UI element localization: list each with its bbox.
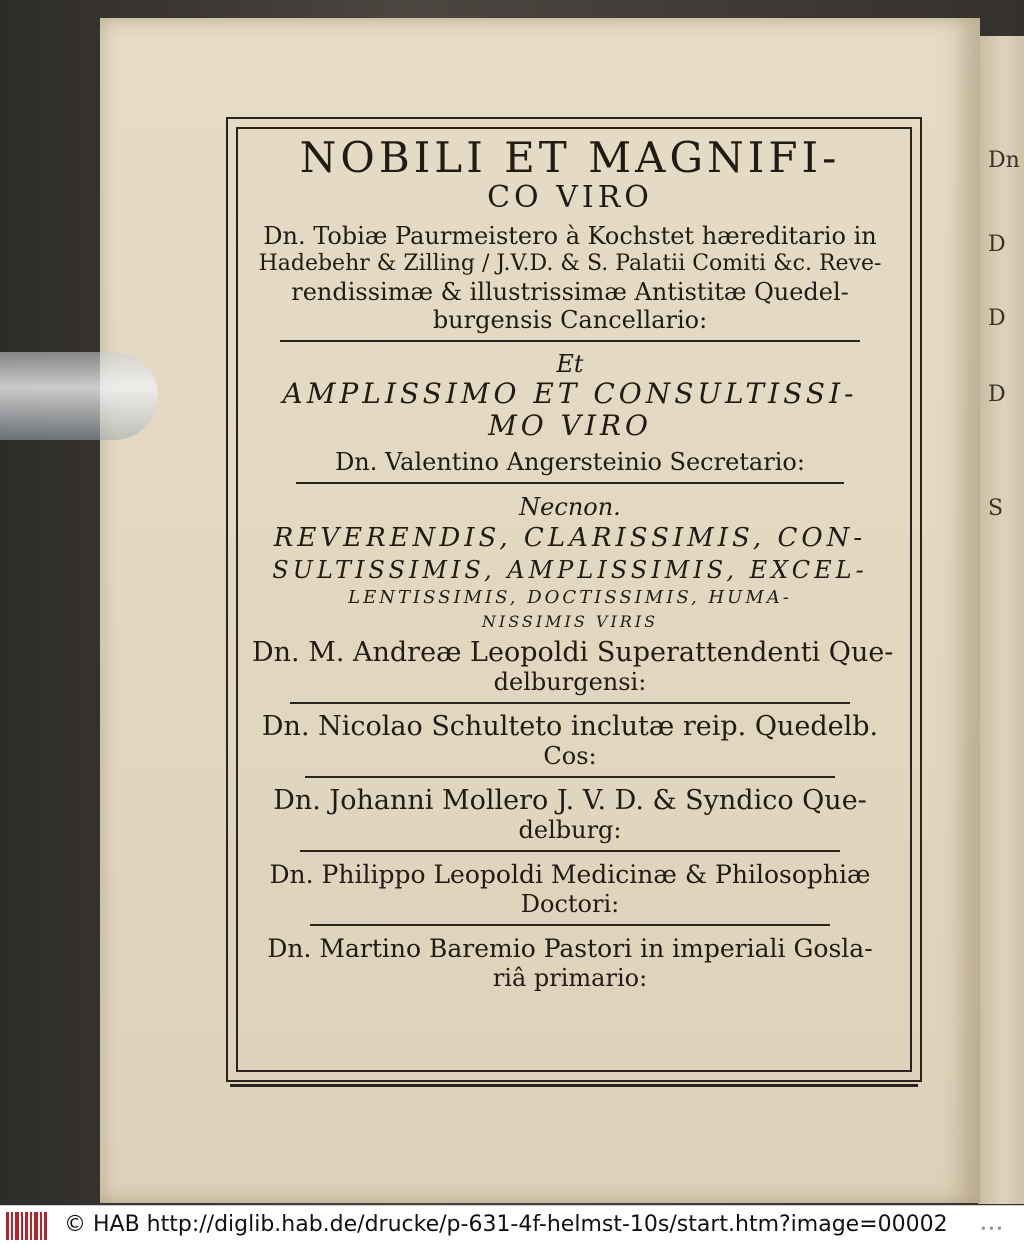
more-icon[interactable]: ••• <box>979 1222 1004 1236</box>
entry-line: Dn. M. Andreæ Leopoldi Superattendenti Que- <box>252 637 894 668</box>
et-heading: Et <box>556 350 584 378</box>
facing-page <box>978 36 1024 1204</box>
facing-letter: D <box>988 232 1006 257</box>
reverendis-line: LENTISSIMIS, DOCTISSIMIS, HUMA- <box>348 587 792 608</box>
facing-letter: D <box>988 382 1006 407</box>
border-underline <box>230 1084 918 1087</box>
dedicatee-line: burgensis Cancellario: <box>432 306 708 334</box>
entry-line: Dn. Johanni Mollero J. V. D. & Syndico Que- <box>273 785 867 816</box>
dedicatee-line: Dn. Tobiæ Paurmeistero à Kochstet hæreditario in <box>263 222 877 250</box>
facing-letter: Dn <box>988 148 1020 173</box>
divider-rule <box>305 776 835 778</box>
divider-rule <box>296 482 844 484</box>
dedication-text <box>252 133 894 992</box>
amplissimo-line: AMPLISSIMO ET CONSULTISSI- <box>282 377 858 410</box>
entry-line: riâ primario: <box>492 964 648 992</box>
divider-rule <box>310 924 830 926</box>
status-bar <box>0 1205 1024 1245</box>
entry-line: Dn. Martino Baremio Pastori in imperiali Gosla- <box>267 934 873 963</box>
amplissimo-line: MO VIRO <box>488 409 652 442</box>
entry-line: delburg: <box>518 816 622 844</box>
dedicatee-line: rendissimæ & illustrissimæ Antistitæ Quedel- <box>291 278 849 306</box>
reverendis-line: NISSIMIS VIRIS <box>481 612 659 631</box>
divider-rule <box>300 850 840 852</box>
divider-rule <box>290 702 850 704</box>
facing-letter: S <box>988 496 1004 521</box>
dedicatee-line: Dn. Valentino Angersteinio Secretario: <box>335 448 805 476</box>
heading-line: NOBILI ET MAGNIFI- <box>299 133 841 182</box>
entry-line: Dn. Philippo Leopoldi Medicinæ & Philosophiæ <box>269 860 871 889</box>
heading-line: CO VIRO <box>487 180 653 215</box>
page-clip <box>0 352 158 440</box>
dedicatee-line: Hadebehr & Zilling / J.V.D. & S. Palatii Comiti &c. Reve- <box>258 251 882 276</box>
hab-barcode-icon <box>6 1212 50 1240</box>
entry-line: delburgensi: <box>493 668 647 696</box>
reverendis-line: REVERENDIS, CLARISSIMIS, CON- <box>273 523 867 553</box>
entry-line: Dn. Nicolao Schulteto inclutæ reip. Quedelb. <box>261 711 879 742</box>
divider-rule <box>280 340 860 342</box>
entry-line: Cos: <box>543 742 597 770</box>
entry-line: Doctori: <box>520 890 620 918</box>
facing-letter: D <box>988 306 1006 331</box>
copyright-url[interactable]: © HAB http://diglib.hab.de/drucke/p-631-4f-helmst-10s/start.htm?image=00002 <box>64 1212 948 1237</box>
reverendis-line: SULTISSIMIS, AMPLISSIMIS, EXCEL- <box>272 556 868 584</box>
necnon-heading: Necnon. <box>519 493 621 521</box>
